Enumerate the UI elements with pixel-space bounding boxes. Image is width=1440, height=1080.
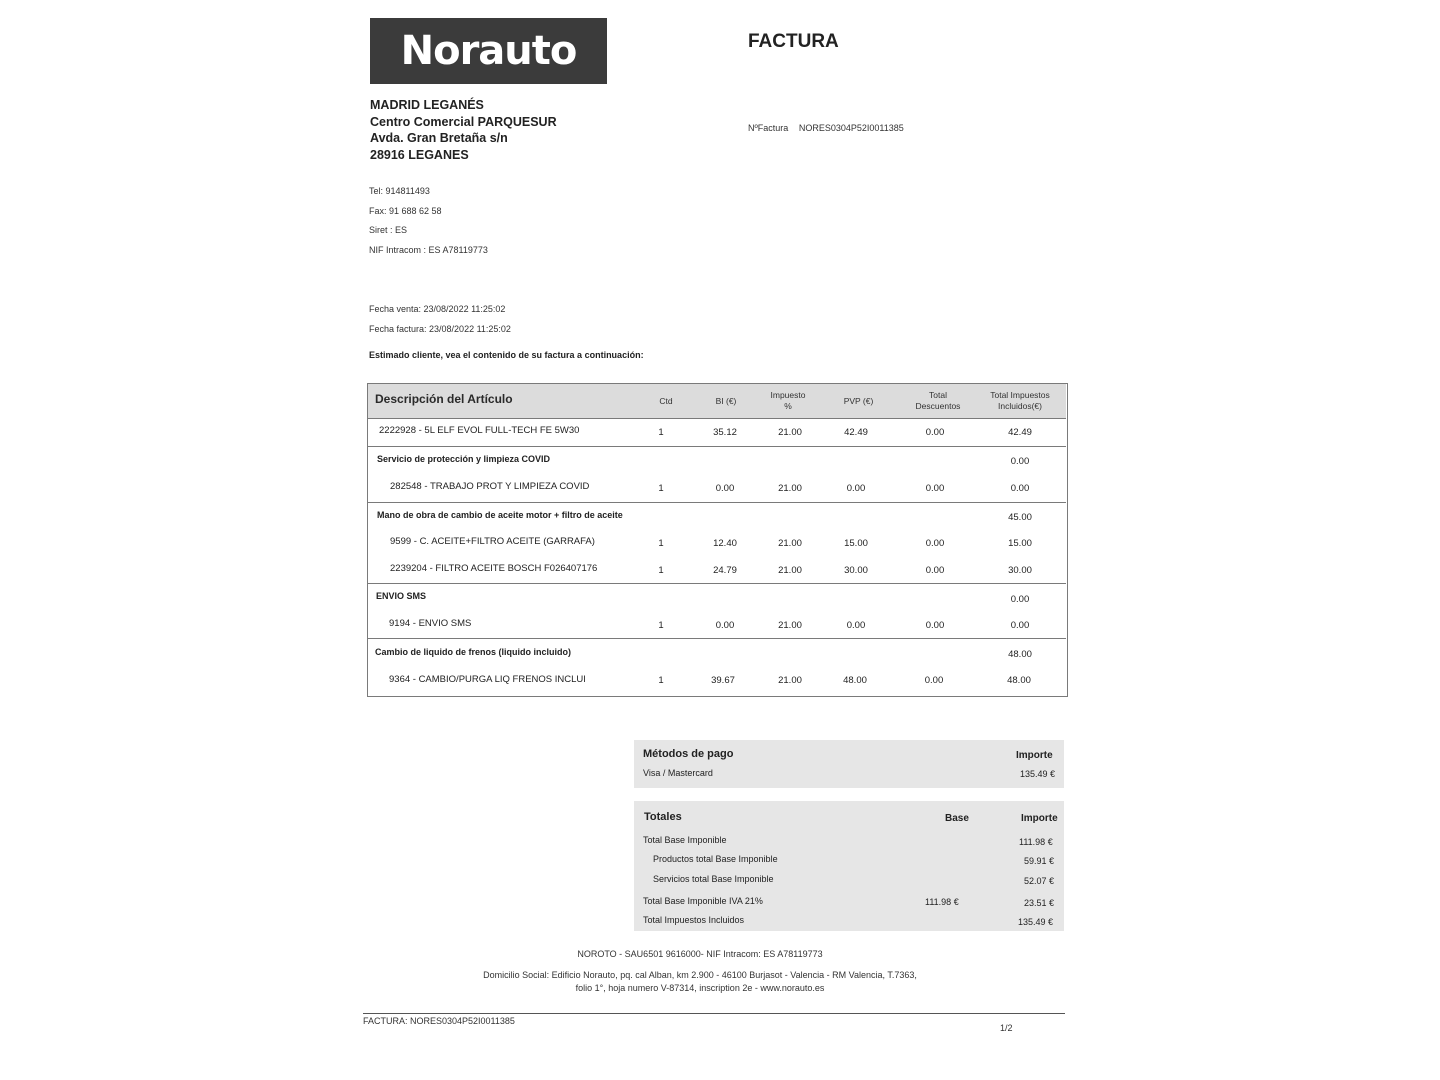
group-title: Cambio de liquido de frenos (liquido incluido) [375, 647, 571, 657]
grand-total-amount: 135.49 € [1018, 917, 1054, 927]
row-discount: 0.00 [924, 675, 944, 686]
payment-amount-header: Importe [1016, 750, 1053, 761]
group-total: 48.00 [1008, 649, 1032, 660]
row-bi: 39.67 [711, 675, 735, 686]
header-tax-line2: % [784, 401, 792, 411]
payment-title: Métodos de pago [643, 748, 734, 760]
row-description: 9364 - CAMBIO/PURGA LIQ FRENOS INCLUI [389, 674, 586, 685]
vat-amount: 23.51 € [1024, 898, 1055, 908]
row-tax: 21.00 [778, 483, 802, 494]
store-tel: Tel: 914811493 [369, 186, 430, 196]
row-discount: 0.00 [925, 427, 945, 438]
invoice-number-label: NºFactura [748, 123, 789, 133]
footer-company: NOROTO - SAU6501 9616000- NIF Intracom: ES A78119773 [577, 949, 823, 959]
invoice-date: Fecha factura: 23/08/2022 11:25:02 [369, 323, 511, 334]
row-tax: 21.00 [778, 538, 802, 549]
row-total: 0.00 [1010, 483, 1030, 494]
group-title: Servicio de protección y limpieza COVID [377, 454, 551, 464]
header-tax [758, 390, 818, 412]
row-qty: 1 [658, 675, 664, 686]
row-pvp: 42.49 [844, 427, 868, 438]
footer-registry: folio 1°, hoja numero V-87314, inscription 2e - www.norauto.es [575, 983, 825, 993]
row-tax: 21.00 [778, 427, 802, 438]
store-contact [369, 182, 488, 260]
page-number: 1/2 [1000, 1023, 1013, 1033]
row-description: 2222928 - 5L ELF EVOL FULL-TECH FE 5W30 [379, 425, 580, 436]
row-tax: 21.00 [778, 620, 802, 631]
norauto-logo [370, 18, 607, 84]
footer-address: Domicilio Social: Edificio Norauto, pq. cal Alban, km 2.900 - 46100 Burjasot - Valencia - RM Valencia, T.7363, [483, 970, 917, 980]
vat-base-value: 111.98 € [925, 897, 959, 907]
totals-base-header: Base [945, 813, 969, 824]
row-description: 9194 - ENVIO SMS [389, 618, 472, 629]
row-tax: 21.00 [778, 675, 802, 686]
header-tax-line1: Impuesto [770, 390, 806, 400]
footer-divider [363, 1013, 1065, 1014]
group-total: 0.00 [1010, 456, 1030, 467]
payment-method: Visa / Mastercard [643, 768, 713, 778]
intro-text: Estimado cliente, vea el contenido de su factura a continuación: [369, 350, 644, 360]
total-base-amount: 111.98 € [1019, 837, 1053, 847]
row-qty: 1 [658, 427, 664, 438]
row-bi: 35.12 [713, 427, 737, 438]
row-bi: 24.79 [713, 565, 737, 576]
services-base-label: Servicios total Base Imponible [653, 874, 774, 884]
store-mall: Centro Comercial PARQUESUR [370, 114, 557, 129]
store-address [370, 97, 557, 163]
grand-total-label: Total Impuestos Incluidos [643, 915, 745, 925]
header-pvp: PVP (€) [843, 396, 874, 406]
row-total: 48.00 [1007, 675, 1031, 686]
items-table [367, 383, 1068, 697]
store-siret: Siret : ES [369, 225, 408, 235]
row-discount: 0.00 [925, 565, 945, 576]
header-total-line1: Total Impuestos [990, 390, 1050, 400]
invoice-number: NORES0304P52I0011385 [798, 123, 904, 133]
header-total-line2: Incluidos(€) [998, 401, 1042, 411]
row-separator [368, 583, 1066, 584]
row-tax: 21.00 [778, 565, 802, 576]
header-discounts-line2: Descuentos [915, 401, 961, 411]
row-pvp: 48.00 [843, 675, 867, 686]
totals-amount-header: Importe [1021, 813, 1058, 824]
row-qty: 1 [658, 538, 664, 549]
row-description: 282548 - TRABAJO PROT Y LIMPIEZA COVID [390, 481, 590, 492]
header-description: Descripción del Artículo [375, 392, 513, 406]
invoice-dates [369, 300, 511, 339]
store-nif: NIF Intracom : ES A78119773 [369, 244, 488, 255]
products-base-label: Productos total Base Imponible [653, 854, 778, 864]
row-discount: 0.00 [925, 538, 945, 549]
row-total: 30.00 [1008, 565, 1032, 576]
row-separator [368, 502, 1066, 503]
header-qty: Ctd [659, 396, 673, 406]
row-total: 15.00 [1008, 538, 1032, 549]
header-bi: BI (€) [715, 396, 737, 406]
store-city: 28916 LEGANES [370, 147, 469, 162]
logo-text: Norauto [400, 28, 577, 74]
row-pvp: 15.00 [844, 538, 868, 549]
sale-date: Fecha venta: 23/08/2022 11:25:02 [369, 304, 506, 314]
payment-methods [634, 740, 1064, 788]
store-name: MADRID LEGANÉS [370, 98, 484, 112]
header-total [978, 390, 1062, 412]
row-pvp: 0.00 [846, 620, 866, 631]
total-base-label: Total Base Imponible [643, 835, 727, 845]
totals-block [634, 801, 1064, 931]
row-bi: 0.00 [715, 483, 735, 494]
row-description: 2239204 - FILTRO ACEITE BOSCH F026407176 [390, 563, 598, 574]
row-qty: 1 [658, 620, 664, 631]
products-base-amount: 59.91 € [1024, 856, 1055, 866]
row-pvp: 0.00 [846, 483, 866, 494]
row-bi: 0.00 [715, 620, 735, 631]
row-total: 0.00 [1010, 620, 1030, 631]
row-discount: 0.00 [925, 483, 945, 494]
vat-base-label: Total Base Imponible IVA 21% [643, 896, 763, 906]
row-description: 9599 - C. ACEITE+FILTRO ACEITE (GARRAFA) [390, 536, 595, 547]
row-qty: 1 [658, 483, 664, 494]
group-title: Mano de obra de cambio de aceite motor + filtro de aceite [377, 510, 623, 520]
totals-title: Totales [644, 811, 682, 823]
row-discount: 0.00 [925, 620, 945, 631]
group-title: ENVIO SMS [376, 591, 427, 601]
group-total: 45.00 [1008, 512, 1032, 523]
row-separator [368, 446, 1066, 447]
store-fax: Fax: 91 688 62 58 [369, 205, 442, 216]
table-header [368, 384, 1066, 419]
footer-invoice-ref: FACTURA: NORES0304P52I0011385 [363, 1016, 515, 1026]
payment-amount: 135.49 € [1020, 769, 1056, 779]
group-total: 0.00 [1010, 594, 1030, 605]
row-qty: 1 [658, 565, 664, 576]
services-base-amount: 52.07 € [1024, 876, 1055, 886]
row-pvp: 30.00 [844, 565, 868, 576]
store-street: Avda. Gran Bretaña s/n [370, 131, 508, 145]
invoice-number-block [748, 123, 904, 133]
header-discounts-line1: Total [929, 390, 947, 400]
row-bi: 12.40 [713, 538, 737, 549]
document-title: FACTURA [748, 31, 839, 52]
row-separator [368, 638, 1066, 639]
header-discounts [903, 390, 973, 412]
row-total: 42.49 [1008, 427, 1032, 438]
